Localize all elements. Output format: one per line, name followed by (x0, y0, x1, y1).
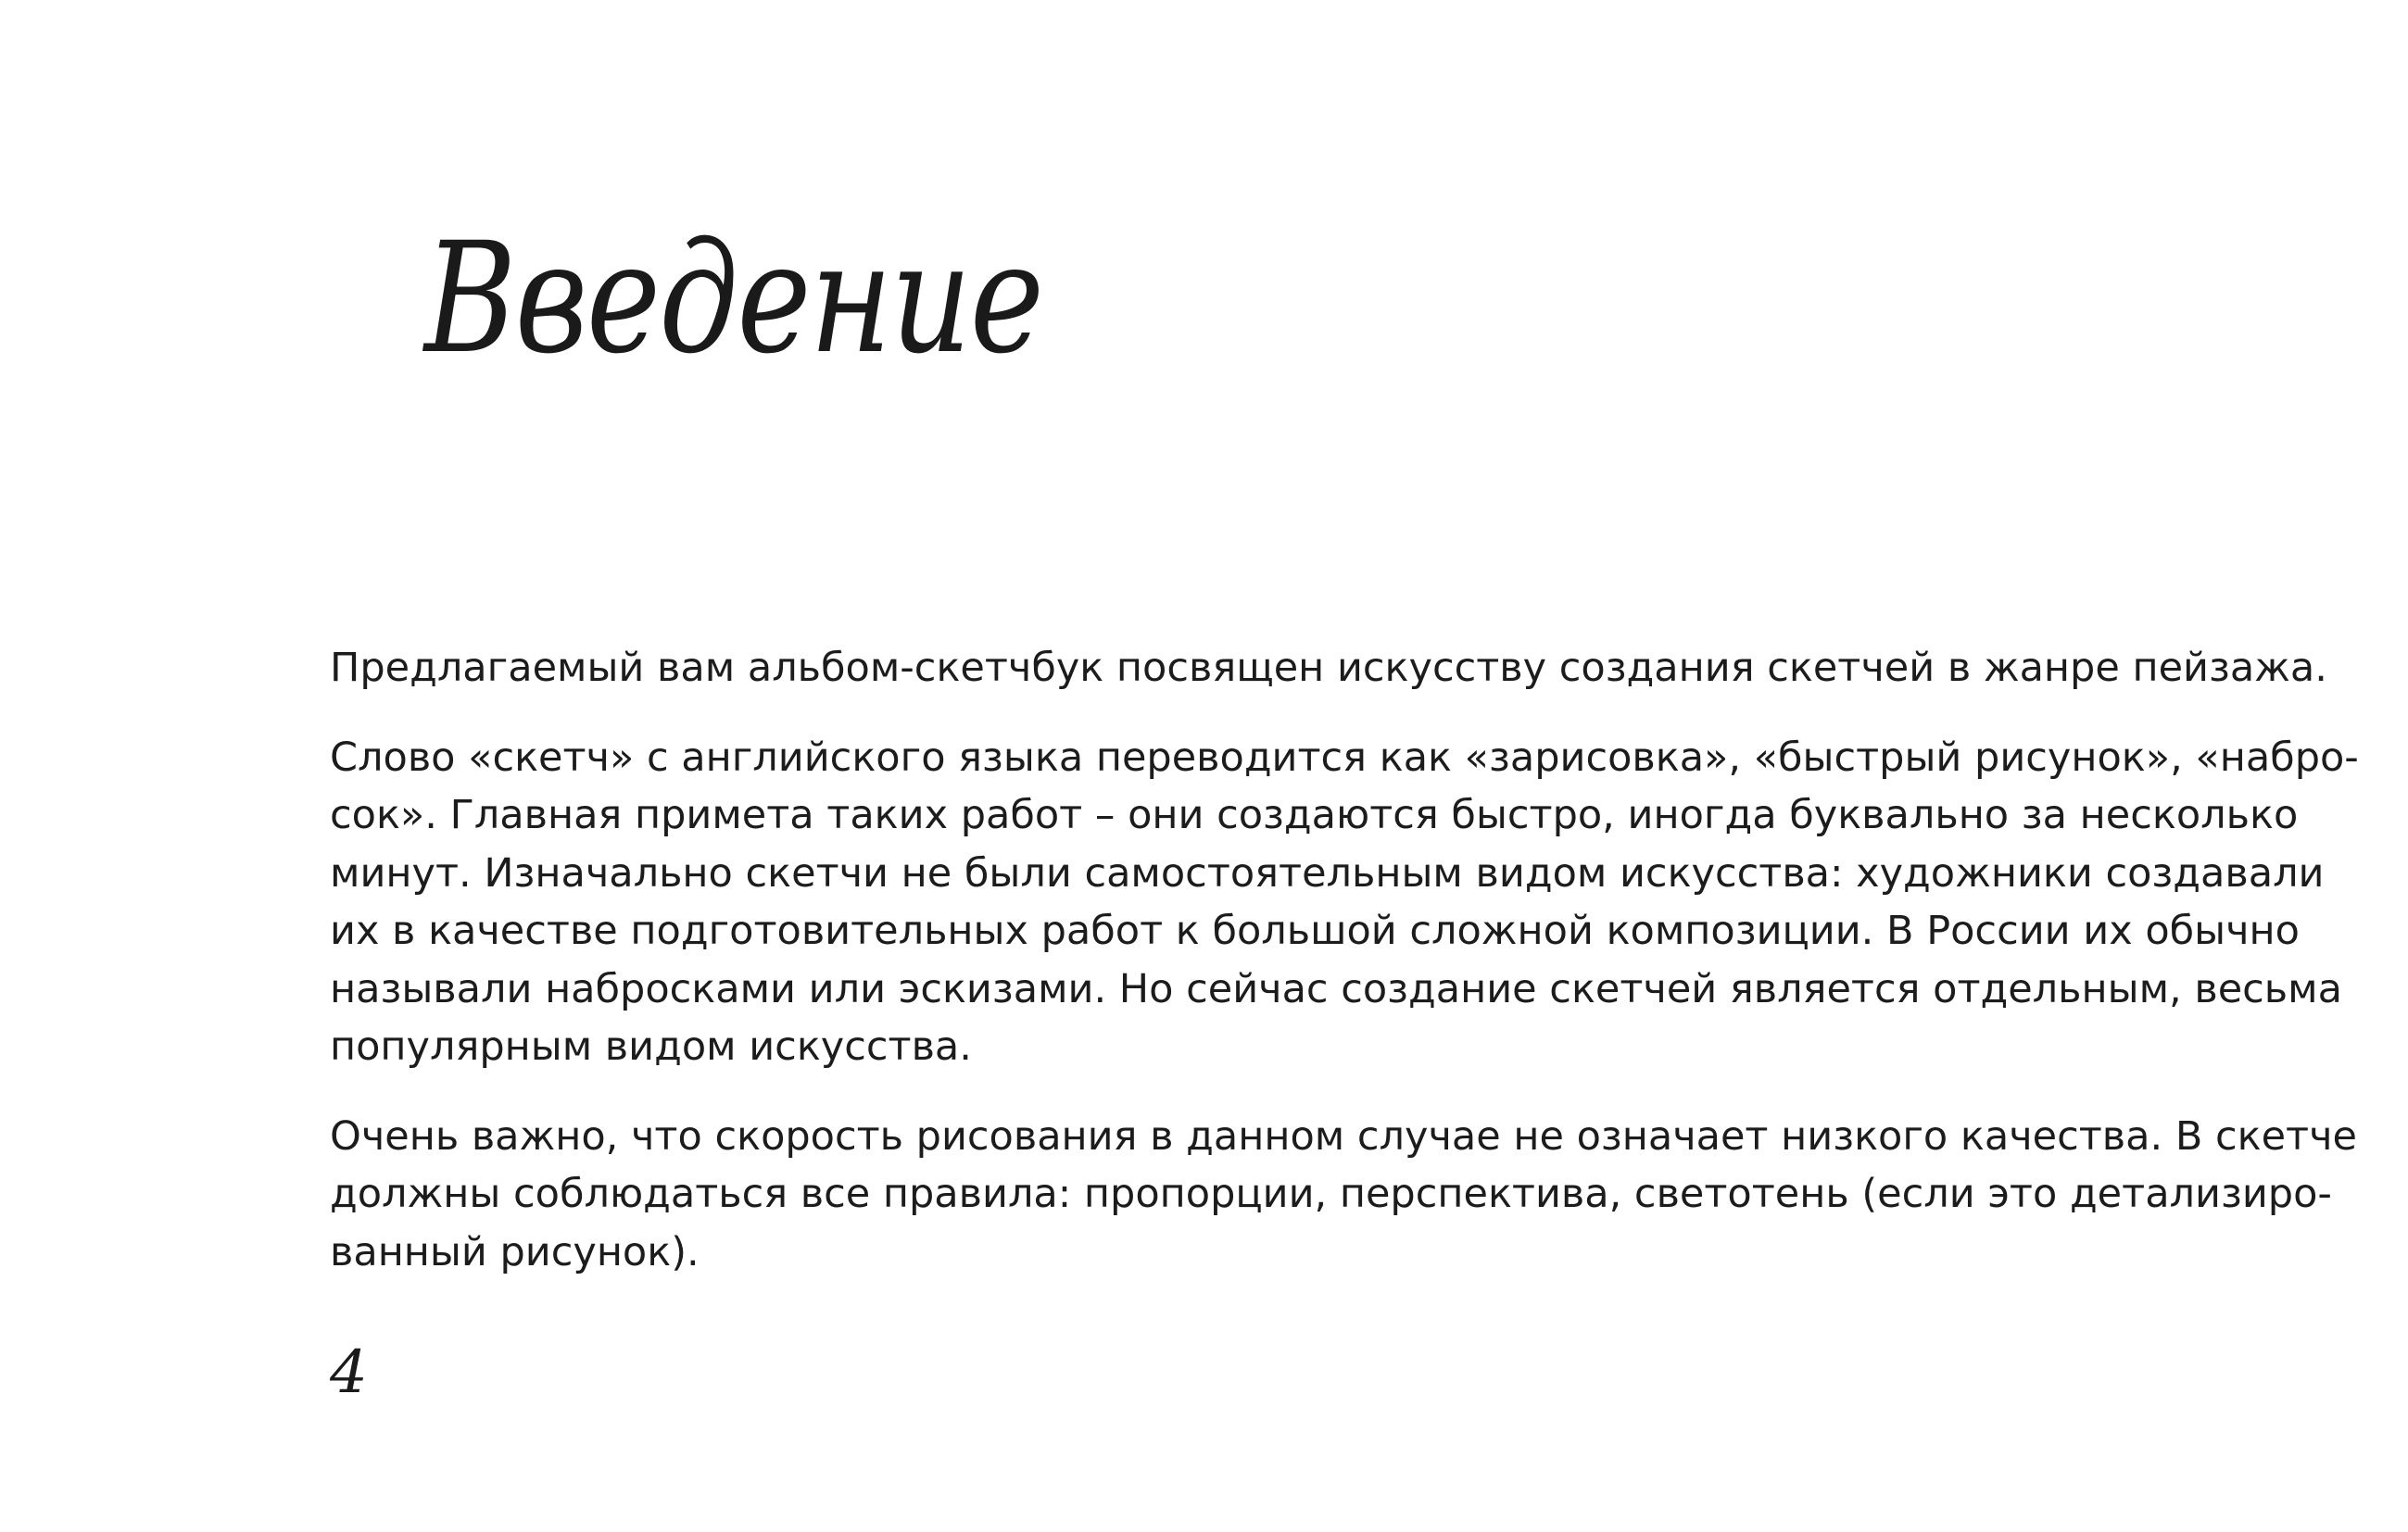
paragraph (330, 729, 2359, 1076)
text-line: их в качестве подготовительных работ к большой сложной композиции. В России их обычно (330, 908, 2300, 954)
text-line: Предлагаемый вам альбом-скетчбук посвящен искусству создания скетчей в жанре пейзажа. (330, 645, 2327, 691)
text-line: называли набросками или эскизами. Но сейчас создание скетчей является отдельным, весьма (330, 965, 2342, 1012)
page-number: 4 (330, 1338, 368, 1407)
paragraph (330, 639, 2327, 697)
text-line: ванный рисунок). (330, 1228, 700, 1275)
text-line: популярным видом искусства. (330, 1023, 972, 1070)
text-line: Очень важно, что скорость рисования в данном случае не означает низкого качества. В скетче (330, 1112, 2357, 1160)
text-line: Слово «скетч» с английского языка переводится как «зарисовка», «быстрый рисунок», «набро- (330, 734, 2359, 781)
text-line: должны соблюдаться все правила: пропорции, перспектива, светотень (если это детализиро- (330, 1171, 2332, 1217)
text-line: сок». Главная примета таких работ – они создаются быстро, иногда буквально за несколько (330, 792, 2299, 838)
text-line: минут. Изначально скетчи не были самостоятельным видом искусства: художники создавали (330, 849, 2325, 897)
body-text (330, 639, 2359, 1312)
page-title: Введение (424, 209, 1043, 387)
paragraph (330, 1108, 2357, 1282)
